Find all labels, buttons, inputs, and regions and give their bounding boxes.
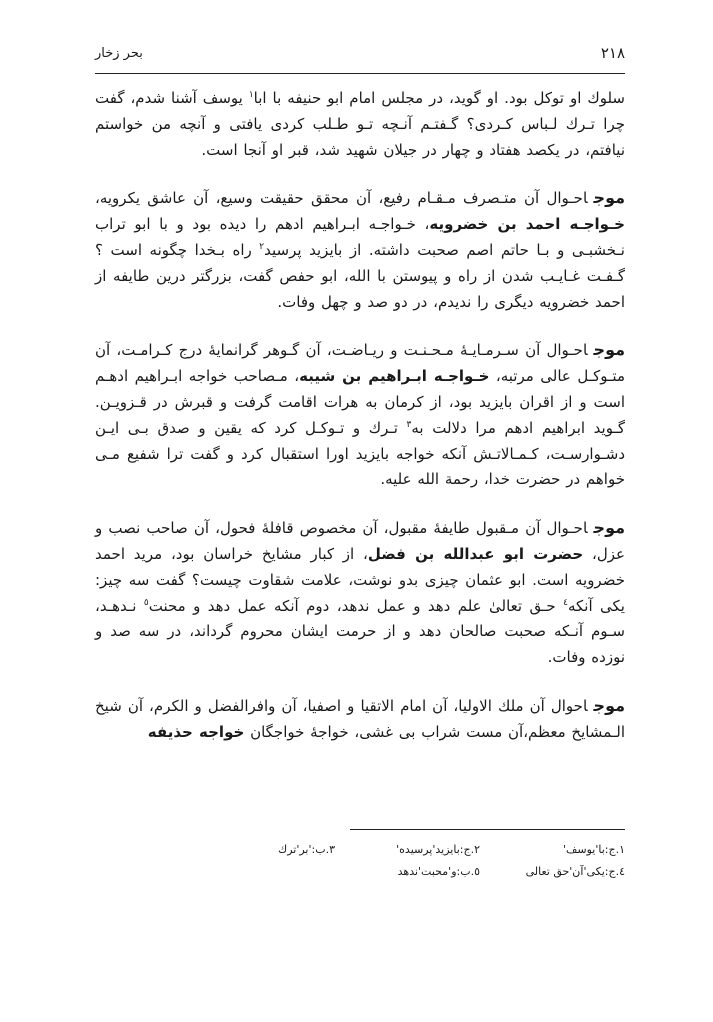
person-name: خـواجـه احمد بن خضرويه [429,215,625,234]
running-title: بحر زخار [95,45,143,61]
page-number: ۲۱۸ [600,44,625,62]
paragraph [95,185,625,315]
paragraph-text: احـوال آن سـرمـايـهٔ مـحـنـت و ريـاضـت، آن گـوهر گرانمايهٔ درج كـرامـت، آن متـوكـل عالی مرتبه، [95,341,625,386]
paragraph-text: احـوال آن متـصرف مـقـام رفيع، آن محقق حقيقت وسيع، آن عاشق يكرويه، [95,189,588,208]
footnote: ۲.ج:بايزيد'پرسيده' [396,842,480,856]
paragraph [95,86,625,163]
footnote: ٤.ج:يكی'آن'حق تعالی [525,864,625,878]
paragraph-text: تـرك و تـوكـل كرد كه يقين و صدق بـی ايـن دشـوارسـت، كـمـالاتـش آنكه خواجه بايزيد اورا استقبال كرد و گفت ترا شفيع مـی خواهم در حضرت خدا، رحمة الله عليه. [95,418,625,489]
header-rule [95,73,625,74]
section-marker: موج [593,188,625,208]
person-name: خواجه حذيفه [147,722,245,741]
section-marker: موج [593,518,625,538]
footnote-marker: ۳ [406,419,412,430]
footnote-marker: ٥ [143,597,149,608]
paragraph-text: راه بـخدا چگونه است ؟ گـفـت غـايـب شدن از راه و پيوستن با الله، ابو حفص گفت، بزرگتر درين طايفه از احمد خضرويه ديگری را نديدم، در دو صد و چهل وفات. [95,240,625,311]
paragraph-text: احـوال آن مـقبول طايفهٔ مقبول، آن مخصوص قافلهٔ فحول، آن صاحب نصب و عزل، [95,519,626,563]
paragraph [95,337,625,493]
footnote-row [190,838,625,860]
paragraph-text: ، خـواجـه ابـراهيم ادهم را ديده بود و با ابو تراب نـخشبـی و بـا حاتم اصم صحبت داشته. از بايزيد پرسيد [95,215,625,259]
person-name: خـواجـه ابـراهيم بن شيبه [299,367,490,386]
paragraph-text: سلوك او توكل بود. او گويد، در مجلس امام ابو حنيفه با ابا [253,89,625,107]
paragraph-text: حـق تعالیٰ علم دهد و عمل ندهد، دوم آنكه عمل دهد و محنت [148,596,564,615]
footnote: ٥.ب:و'محبت'ندهد [397,864,480,878]
paragraph-text: يوسف آشنا شدم، گفت چرا تـرك لـباس كـردی؟ گـفتـم آنـچه تـو طـلب كردی يافتی و آنچه من خواستم نيافتم، در يكصد هفتاد و چهار در جيلان شهيد شد، قبر او آنجا است. [95,89,625,159]
paragraph-text: نـدهـد، سـوم آنـكه صحبت صالحان دهد و از حرمت ايشان محروم گرداند، در سه صد و نوزده وفات. [95,596,625,667]
paragraph-text: احوال آن ملك الاوليا، آن امام الاتقيا و اصفيا، آن وافرالفضل و الكرم، آن شيخ الـمشايخ معظم،آن مست شراب بی غشی، خواجهٔ خواجگان [95,696,625,741]
footnote-rule [350,829,625,830]
footnote: ۱.ج:با'يوسف' [562,842,625,856]
paragraph-text: ، از كبار مشايخ خراسان بود، مريد احمد خضرويه است. ابو عثمان چيزی بدو نوشت، علامت شقاوت چيست؟ گفت سه چيز: يكی آنكه [95,544,625,615]
footnotes [190,838,625,882]
body-text [95,86,625,746]
page-header [95,40,625,66]
paragraph [95,693,625,746]
section-marker: موج [593,340,625,360]
person-name: حضرت ابو عبدالله بن فضل [367,544,584,563]
footnote-marker: ۱ [248,90,254,100]
paragraph [95,515,625,671]
footnote: ۳.ب:'بر'ترك [278,842,335,856]
paragraph-text: ، مـصاحب خواجه ابـراهيم ادهـم است و از اقران بايزيد بود، از كرمان به هرات اقامت گرفت و قبرش در قـزويـن. گـويد ابراهيم ادهم مرا دلالت به [95,367,625,437]
footnote-marker: ۲ [259,241,265,252]
section-marker: موج [593,695,625,715]
footnote-row [190,860,625,882]
footnote-marker: ٤ [563,597,568,608]
